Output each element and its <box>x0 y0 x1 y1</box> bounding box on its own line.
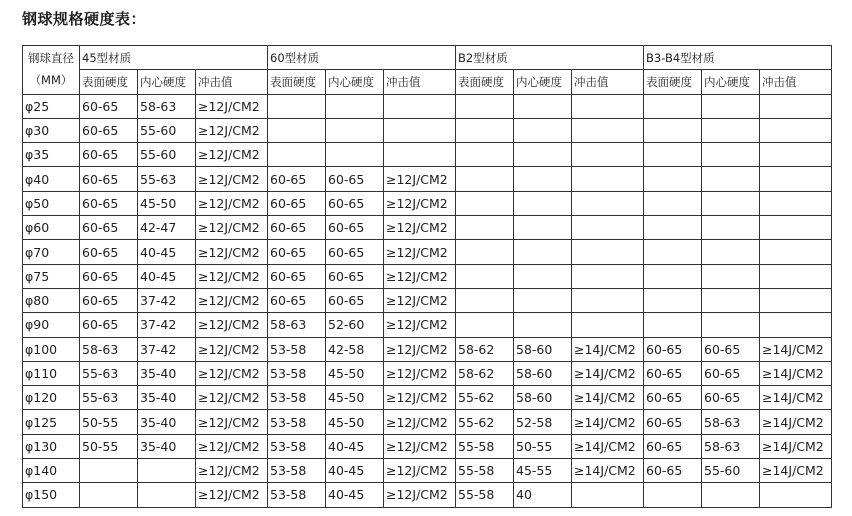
table-cell <box>644 240 702 264</box>
table-cell: 60-65 <box>268 240 326 264</box>
diameter-cell: φ80 <box>23 288 80 312</box>
table-cell: 60-65 <box>702 337 760 361</box>
table-cell: ≥12J/CM2 <box>384 288 456 312</box>
table-cell <box>80 483 138 507</box>
table-cell <box>702 94 760 118</box>
table-cell <box>384 94 456 118</box>
table-cell: 55-58 <box>456 483 514 507</box>
table-cell: 42-58 <box>326 337 384 361</box>
group-header-b2: B2型材质 <box>456 46 644 70</box>
table-cell <box>456 216 514 240</box>
table-cell: ≥14J/CM2 <box>572 434 644 458</box>
table-cell: ≥12J/CM2 <box>196 337 268 361</box>
table-cell: 60-65 <box>80 94 138 118</box>
table-cell <box>760 288 832 312</box>
table-cell: ≥14J/CM2 <box>760 337 832 361</box>
table-cell <box>456 191 514 215</box>
table-cell <box>456 94 514 118</box>
table-cell: ≥14J/CM2 <box>572 361 644 385</box>
table-cell: 60-65 <box>326 288 384 312</box>
table-cell <box>760 167 832 191</box>
table-cell: ≥12J/CM2 <box>384 264 456 288</box>
diameter-cell: φ150 <box>23 483 80 507</box>
diameter-header-unit: （MM） <box>29 73 73 87</box>
table-cell: 53-58 <box>268 410 326 434</box>
table-cell: 55-63 <box>80 361 138 385</box>
table-row <box>23 191 832 215</box>
diameter-cell: φ120 <box>23 386 80 410</box>
table-cell: ≥14J/CM2 <box>760 361 832 385</box>
table-cell: ≥14J/CM2 <box>760 410 832 434</box>
table-row <box>23 434 832 458</box>
diameter-cell: φ125 <box>23 410 80 434</box>
table-cell: 58-60 <box>514 361 572 385</box>
table-cell <box>644 288 702 312</box>
table-cell <box>572 288 644 312</box>
table-cell: ≥12J/CM2 <box>196 288 268 312</box>
table-cell: 55-58 <box>456 434 514 458</box>
table-cell: 40-45 <box>138 264 196 288</box>
table-cell: 37-42 <box>138 288 196 312</box>
sub-header-surface: 表面硬度 <box>644 70 702 94</box>
table-cell: ≥12J/CM2 <box>196 264 268 288</box>
sub-header-core: 内心硬度 <box>514 70 572 94</box>
table-cell <box>644 264 702 288</box>
table-cell: ≥12J/CM2 <box>384 216 456 240</box>
diameter-cell: φ40 <box>23 167 80 191</box>
table-cell: 60-65 <box>80 167 138 191</box>
sub-header-impact: 冲击值 <box>760 70 832 94</box>
table-cell: 60-65 <box>644 386 702 410</box>
table-cell: 52-60 <box>326 313 384 337</box>
table-cell: ≥12J/CM2 <box>384 459 456 483</box>
table-cell: 40-45 <box>326 483 384 507</box>
sub-header-surface: 表面硬度 <box>80 70 138 94</box>
table-cell <box>702 143 760 167</box>
table-cell: ≥12J/CM2 <box>384 167 456 191</box>
table-cell <box>138 459 196 483</box>
table-cell: 58-63 <box>268 313 326 337</box>
table-cell: ≥12J/CM2 <box>384 240 456 264</box>
diameter-cell: φ60 <box>23 216 80 240</box>
group-header-60: 60型材质 <box>268 46 456 70</box>
table-row <box>23 337 832 361</box>
table-cell: 58-62 <box>456 337 514 361</box>
table-cell: ≥12J/CM2 <box>384 386 456 410</box>
table-cell: 60-65 <box>644 434 702 458</box>
table-cell <box>456 240 514 264</box>
table-cell: 53-58 <box>268 386 326 410</box>
table-cell <box>456 167 514 191</box>
table-cell: 58-63 <box>702 434 760 458</box>
table-cell <box>760 118 832 142</box>
table-row <box>23 143 832 167</box>
table-cell: ≥12J/CM2 <box>196 459 268 483</box>
table-cell <box>702 264 760 288</box>
table-cell: 60-65 <box>80 264 138 288</box>
table-cell: 45-55 <box>514 459 572 483</box>
table-cell: 60-65 <box>644 459 702 483</box>
table-cell <box>760 264 832 288</box>
table-cell <box>760 216 832 240</box>
table-cell: ≥12J/CM2 <box>196 410 268 434</box>
table-cell: 40 <box>514 483 572 507</box>
table-cell: 60-65 <box>80 143 138 167</box>
table-cell: ≥12J/CM2 <box>384 434 456 458</box>
table-cell: 60-65 <box>80 288 138 312</box>
table-cell <box>702 216 760 240</box>
table-cell: 53-58 <box>268 483 326 507</box>
table-cell: 45-50 <box>326 361 384 385</box>
table-cell <box>644 313 702 337</box>
table-cell <box>514 94 572 118</box>
table-cell <box>514 118 572 142</box>
table-cell <box>572 118 644 142</box>
group-header-b3-b4: B3-B4型材质 <box>644 46 832 70</box>
table-cell <box>456 264 514 288</box>
table-cell <box>514 167 572 191</box>
sub-header-row <box>23 70 832 94</box>
hardness-table <box>22 45 832 508</box>
table-cell <box>760 240 832 264</box>
table-row <box>23 483 832 507</box>
table-cell: ≥12J/CM2 <box>196 143 268 167</box>
table-cell <box>456 118 514 142</box>
table-cell: 55-63 <box>80 386 138 410</box>
table-cell <box>702 191 760 215</box>
table-cell <box>514 191 572 215</box>
table-row <box>23 288 832 312</box>
table-cell: 60-65 <box>326 264 384 288</box>
table-cell <box>760 313 832 337</box>
diameter-header-label: 钢球直径 <box>28 51 74 65</box>
table-cell: 50-55 <box>80 410 138 434</box>
table-cell: ≥14J/CM2 <box>572 337 644 361</box>
table-cell: 60-65 <box>644 361 702 385</box>
table-cell <box>138 483 196 507</box>
sub-header-impact: 冲击值 <box>572 70 644 94</box>
table-cell: 53-58 <box>268 361 326 385</box>
table-row <box>23 313 832 337</box>
table-cell <box>702 483 760 507</box>
table-cell: 35-40 <box>138 434 196 458</box>
table-cell: ≥14J/CM2 <box>760 434 832 458</box>
table-cell: 40-45 <box>138 240 196 264</box>
diameter-cell: φ30 <box>23 118 80 142</box>
table-cell: 40-45 <box>326 459 384 483</box>
group-header-row <box>23 46 832 70</box>
table-cell <box>514 143 572 167</box>
table-cell: ≥12J/CM2 <box>384 337 456 361</box>
table-cell: 60-65 <box>80 313 138 337</box>
diameter-cell: φ140 <box>23 459 80 483</box>
sub-header-core: 内心硬度 <box>326 70 384 94</box>
table-cell <box>326 143 384 167</box>
table-cell <box>456 288 514 312</box>
table-cell <box>80 459 138 483</box>
table-row <box>23 386 832 410</box>
table-cell <box>514 264 572 288</box>
table-cell <box>456 143 514 167</box>
table-row <box>23 459 832 483</box>
diameter-cell: φ75 <box>23 264 80 288</box>
table-cell: 60-65 <box>268 191 326 215</box>
table-cell <box>644 191 702 215</box>
table-cell <box>644 167 702 191</box>
table-cell: 60-65 <box>326 216 384 240</box>
table-row <box>23 118 832 142</box>
table-cell: 60-65 <box>268 264 326 288</box>
table-cell <box>456 313 514 337</box>
table-cell: ≥12J/CM2 <box>384 410 456 434</box>
table-cell: 55-60 <box>702 459 760 483</box>
table-cell: 60-65 <box>80 191 138 215</box>
table-cell <box>644 483 702 507</box>
table-cell: ≥14J/CM2 <box>572 459 644 483</box>
table-cell <box>760 483 832 507</box>
table-cell: 55-63 <box>138 167 196 191</box>
diameter-cell: φ70 <box>23 240 80 264</box>
table-row <box>23 240 832 264</box>
table-cell: 60-65 <box>268 167 326 191</box>
table-cell: 53-58 <box>268 337 326 361</box>
table-cell <box>572 264 644 288</box>
table-cell: 53-58 <box>268 459 326 483</box>
table-cell: 53-58 <box>268 434 326 458</box>
table-cell: 58-60 <box>514 337 572 361</box>
table-cell: ≥12J/CM2 <box>196 167 268 191</box>
sub-header-surface: 表面硬度 <box>268 70 326 94</box>
diameter-cell: φ25 <box>23 94 80 118</box>
table-cell: 40-45 <box>326 434 384 458</box>
table-cell <box>514 313 572 337</box>
sub-header-impact: 冲击值 <box>384 70 456 94</box>
table-cell: ≥12J/CM2 <box>196 94 268 118</box>
table-cell: ≥12J/CM2 <box>384 191 456 215</box>
table-cell <box>702 288 760 312</box>
table-cell: 55-62 <box>456 410 514 434</box>
table-cell: ≥14J/CM2 <box>572 386 644 410</box>
table-row <box>23 216 832 240</box>
table-cell: 60-65 <box>702 386 760 410</box>
table-cell: 45-50 <box>138 191 196 215</box>
table-cell: ≥12J/CM2 <box>196 483 268 507</box>
table-cell: 60-65 <box>80 118 138 142</box>
sub-header-core: 内心硬度 <box>138 70 196 94</box>
table-cell <box>326 118 384 142</box>
table-cell: 58-60 <box>514 386 572 410</box>
table-cell <box>268 94 326 118</box>
table-cell <box>572 167 644 191</box>
table-cell <box>760 143 832 167</box>
table-cell: 60-65 <box>644 410 702 434</box>
table-cell <box>384 118 456 142</box>
table-cell: 37-42 <box>138 313 196 337</box>
table-cell: ≥12J/CM2 <box>196 118 268 142</box>
table-cell <box>702 118 760 142</box>
table-cell: ≥12J/CM2 <box>384 313 456 337</box>
table-cell <box>326 94 384 118</box>
table-cell <box>268 143 326 167</box>
table-cell <box>572 483 644 507</box>
table-row <box>23 410 832 434</box>
table-cell <box>572 216 644 240</box>
table-cell: 60-65 <box>268 216 326 240</box>
table-cell: 60-65 <box>80 216 138 240</box>
table-cell: 35-40 <box>138 361 196 385</box>
table-cell: 58-62 <box>456 361 514 385</box>
page-title: 钢球规格硬度表： <box>22 10 147 28</box>
sub-header-impact: 冲击值 <box>196 70 268 94</box>
table-cell: 60-65 <box>326 240 384 264</box>
table-cell: ≥12J/CM2 <box>196 216 268 240</box>
table-cell <box>702 167 760 191</box>
table-cell <box>702 240 760 264</box>
table-cell: ≥12J/CM2 <box>196 386 268 410</box>
table-cell: 60-65 <box>644 337 702 361</box>
table-cell: 60-65 <box>268 288 326 312</box>
table-row <box>23 361 832 385</box>
table-cell: 50-55 <box>80 434 138 458</box>
sub-header-surface: 表面硬度 <box>456 70 514 94</box>
table-cell: 60-65 <box>326 167 384 191</box>
table-cell <box>572 143 644 167</box>
table-cell: ≥12J/CM2 <box>196 313 268 337</box>
table-cell: ≥12J/CM2 <box>196 434 268 458</box>
table-cell: 55-62 <box>456 386 514 410</box>
diameter-cell: φ50 <box>23 191 80 215</box>
group-header-45: 45型材质 <box>80 46 268 70</box>
table-cell: ≥14J/CM2 <box>760 459 832 483</box>
diameter-cell: φ110 <box>23 361 80 385</box>
table-cell <box>644 94 702 118</box>
table-cell <box>572 94 644 118</box>
table-cell <box>702 313 760 337</box>
table-cell <box>268 118 326 142</box>
table-cell: 58-63 <box>80 337 138 361</box>
sub-header-core: 内心硬度 <box>702 70 760 94</box>
table-cell <box>514 288 572 312</box>
table-cell: 42-47 <box>138 216 196 240</box>
table-cell: 35-40 <box>138 410 196 434</box>
table-cell: 45-50 <box>326 386 384 410</box>
table-cell: 55-58 <box>456 459 514 483</box>
table-cell <box>644 118 702 142</box>
table-cell: 37-42 <box>138 337 196 361</box>
table-cell: 60-65 <box>80 240 138 264</box>
table-cell <box>572 240 644 264</box>
table-cell: ≥12J/CM2 <box>196 240 268 264</box>
table-cell: ≥12J/CM2 <box>196 191 268 215</box>
table-cell: 55-60 <box>138 118 196 142</box>
diameter-cell: φ90 <box>23 313 80 337</box>
table-cell: 35-40 <box>138 386 196 410</box>
diameter-cell: φ35 <box>23 143 80 167</box>
table-cell: ≥12J/CM2 <box>384 483 456 507</box>
table-cell: 45-50 <box>326 410 384 434</box>
table-cell <box>572 191 644 215</box>
table-cell: ≥12J/CM2 <box>384 361 456 385</box>
diameter-cell: φ100 <box>23 337 80 361</box>
table-cell <box>760 94 832 118</box>
table-cell: 60-65 <box>702 361 760 385</box>
table-cell: ≥14J/CM2 <box>572 410 644 434</box>
table-cell: 60-65 <box>326 191 384 215</box>
table-cell: 52-58 <box>514 410 572 434</box>
table-cell <box>760 191 832 215</box>
diameter-header <box>23 46 80 95</box>
table-cell <box>514 240 572 264</box>
table-row <box>23 94 832 118</box>
table-cell <box>644 143 702 167</box>
table-cell: ≥14J/CM2 <box>760 386 832 410</box>
table-row <box>23 264 832 288</box>
table-cell: ≥12J/CM2 <box>196 361 268 385</box>
table-cell: 58-63 <box>138 94 196 118</box>
table-cell: 50-55 <box>514 434 572 458</box>
table-cell: 55-60 <box>138 143 196 167</box>
table-cell <box>572 313 644 337</box>
table-cell <box>644 216 702 240</box>
table-cell: 58-63 <box>702 410 760 434</box>
table-cell <box>384 143 456 167</box>
diameter-cell: φ130 <box>23 434 80 458</box>
table-cell <box>514 216 572 240</box>
table-row <box>23 167 832 191</box>
